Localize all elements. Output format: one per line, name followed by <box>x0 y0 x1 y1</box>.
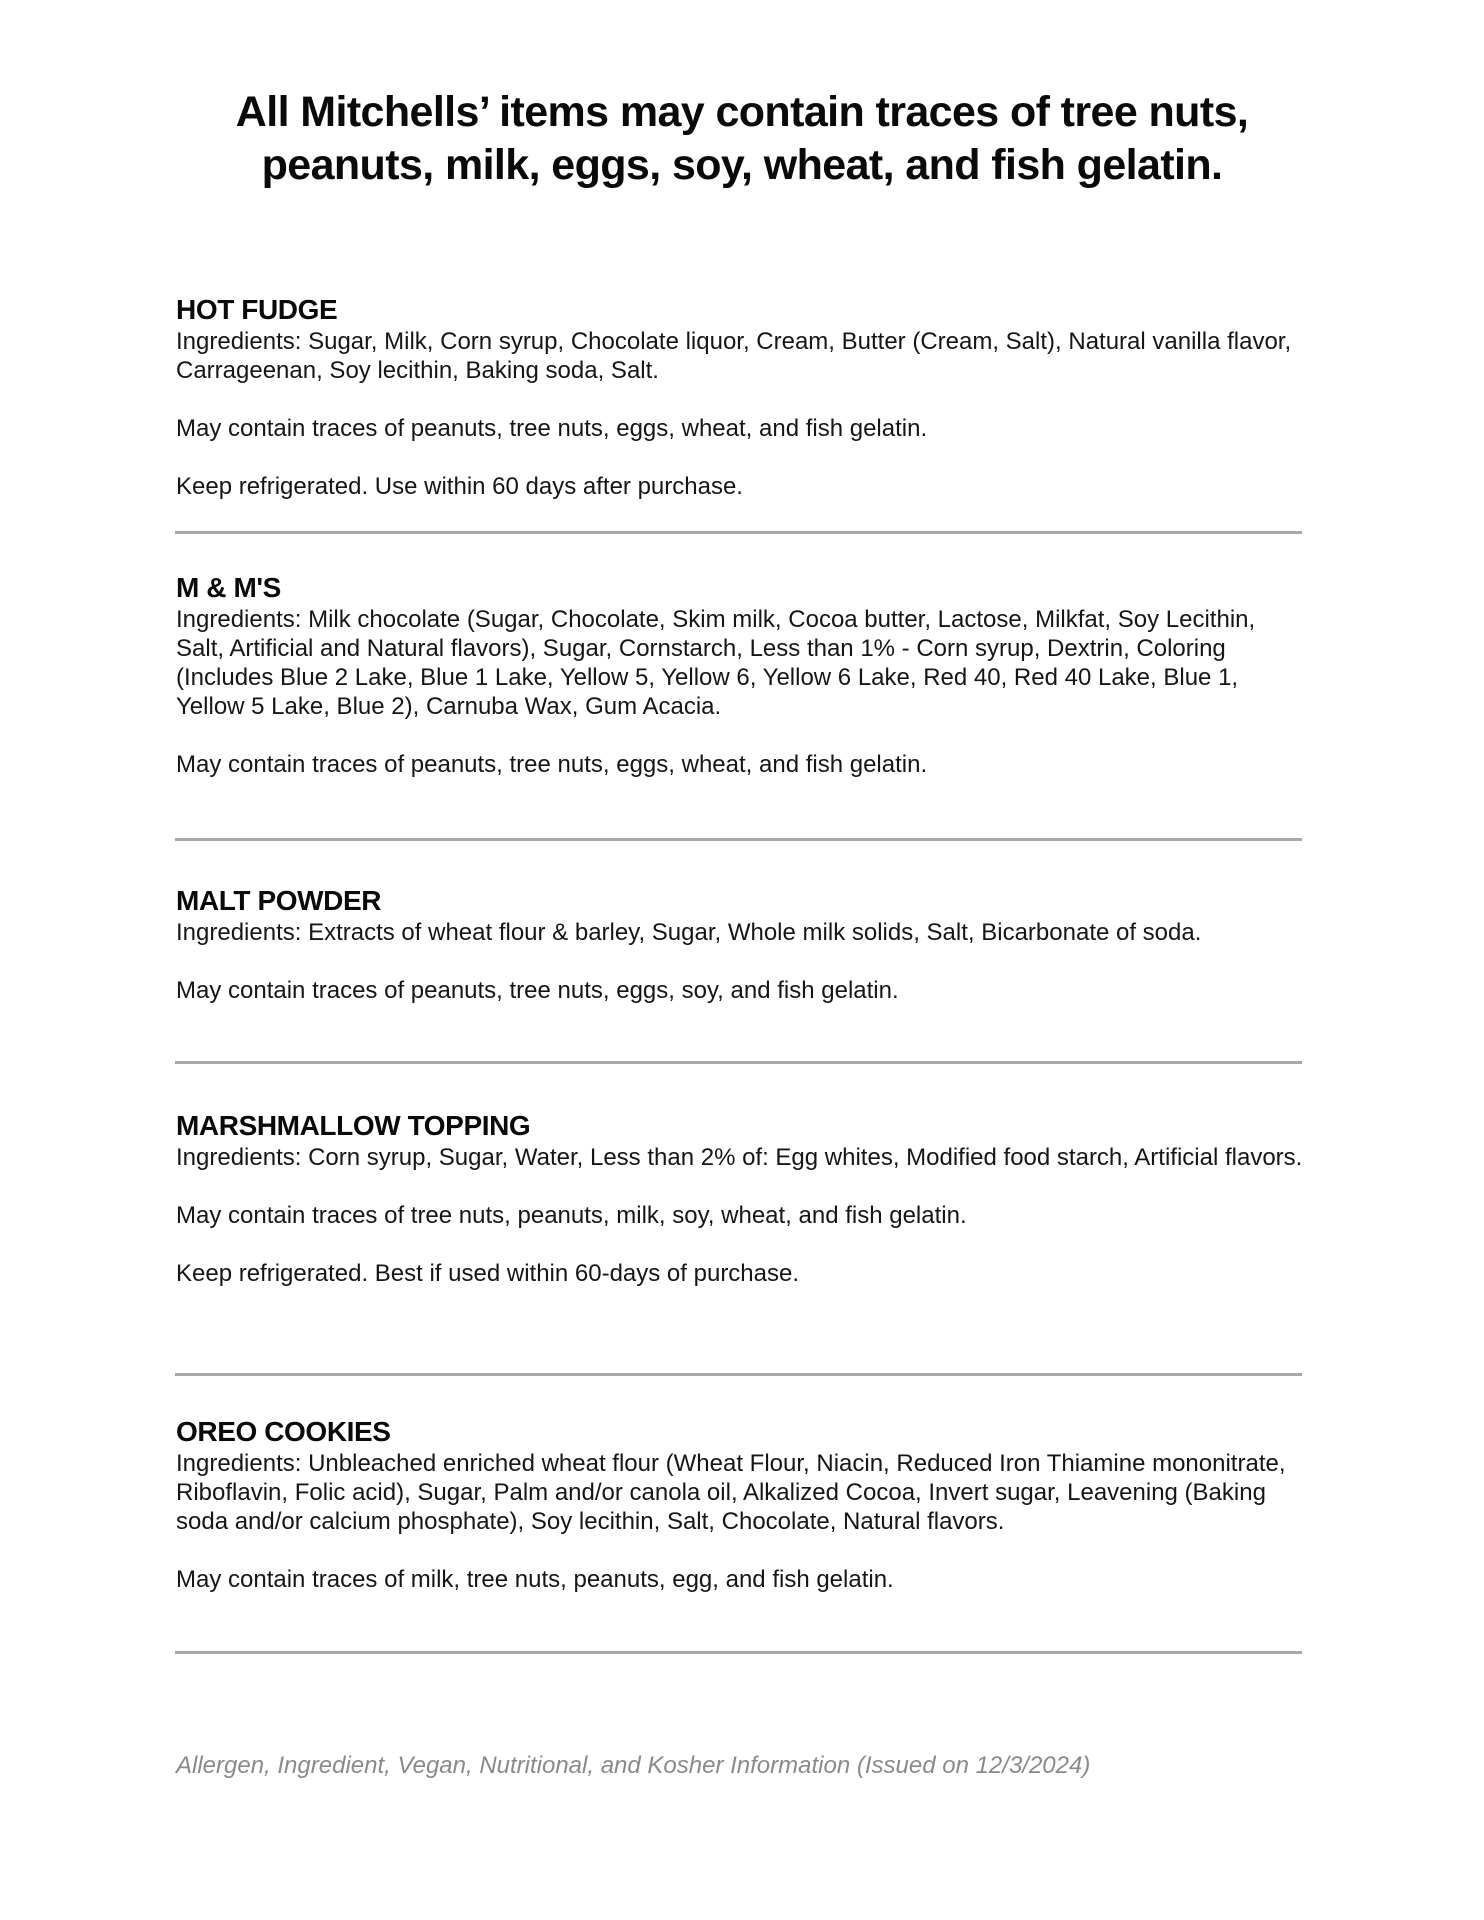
allergen-text: May contain traces of peanuts, tree nuts, eggs, wheat, and fish gelatin. <box>176 751 928 778</box>
section-divider <box>175 531 1302 534</box>
ingredients-text: Ingredients: Extracts of wheat flour & barley, Sugar, Whole milk solids, Salt, Bicarbonate of soda. <box>176 919 1202 946</box>
page-title-line-1: All Mitchells’ items may contain traces of tree nuts, <box>235 88 1249 136</box>
allergen-text: May contain traces of peanuts, tree nuts, eggs, soy, and fish gelatin. <box>176 977 899 1004</box>
section-heading: HOT FUDGE <box>176 294 338 325</box>
section-hot-fudge <box>176 293 1306 530</box>
ingredients-text: Ingredients: Sugar, Milk, Corn syrup, Chocolate liquor, Cream, Butter (Cream, Salt), Natural vanilla flavor, Carrageenan, Soy lecithin, Baking soda, Salt. <box>176 328 1292 384</box>
section-divider <box>175 1651 1302 1654</box>
ingredients-text: Ingredients: Milk chocolate (Sugar, Chocolate, Skim milk, Cocoa butter, Lactose, Milkfat, Soy Lecithin, Salt, Artificial and Natural flavors), Sugar, Cornstarch, Less than 1% - Corn syrup, Dextrin, Coloring (Includes Blue 2 Lake, Blue 1 Lake, Yellow 5, Yellow 6, Yellow 6 Lake, Red 40, Red 40 Lake, Blue 1, Yellow 5 Lake, Blue 2), Carnuba Wax, Gum Acacia. <box>176 606 1256 720</box>
section-heading: MARSHMALLOW TOPPING <box>176 1110 531 1141</box>
section-divider <box>175 1373 1302 1376</box>
ingredients-text: Ingredients: Corn syrup, Sugar, Water, Less than 2% of: Egg whites, Modified food starch, Artificial flavors. <box>176 1144 1303 1171</box>
section-heading: OREO COOKIES <box>176 1416 391 1447</box>
page-title <box>100 86 1384 192</box>
section-heading: MALT POWDER <box>176 885 382 916</box>
section-mms <box>176 571 1306 808</box>
allergen-text: May contain traces of peanuts, tree nuts, eggs, wheat, and fish gelatin. <box>176 415 928 442</box>
section-malt-powder <box>176 884 1306 1034</box>
allergen-text: May contain traces of milk, tree nuts, peanuts, egg, and fish gelatin. <box>176 1566 894 1593</box>
section-marshmallow-topping <box>176 1109 1306 1317</box>
allergen-text: May contain traces of tree nuts, peanuts, milk, soy, wheat, and fish gelatin. <box>176 1202 967 1229</box>
storage-text: Keep refrigerated. Use within 60 days after purchase. <box>176 473 743 500</box>
footer-issue-note: Allergen, Ingredient, Vegan, Nutritional, and Kosher Information (Issued on 12/3/2024) <box>176 1752 1091 1779</box>
ingredients-text: Ingredients: Unbleached enriched wheat flour (Wheat Flour, Niacin, Reduced Iron Thiamine mononitrate, Riboflavin, Folic acid), Sugar, Palm and/or canola oil, Alkalized Cocoa, Invert sugar, Leavening (Baking soda and/or calcium phosphate), Soy lecithin, Salt, Chocolate, Natural flavors. <box>176 1450 1286 1535</box>
section-divider <box>175 838 1302 841</box>
section-heading: M & M'S <box>176 572 281 603</box>
section-oreo-cookies <box>176 1415 1306 1623</box>
page-title-line-2: peanuts, milk, eggs, soy, wheat, and fish gelatin. <box>261 141 1223 189</box>
section-divider <box>175 1061 1302 1064</box>
storage-text: Keep refrigerated. Best if used within 60-days of purchase. <box>176 1260 800 1287</box>
